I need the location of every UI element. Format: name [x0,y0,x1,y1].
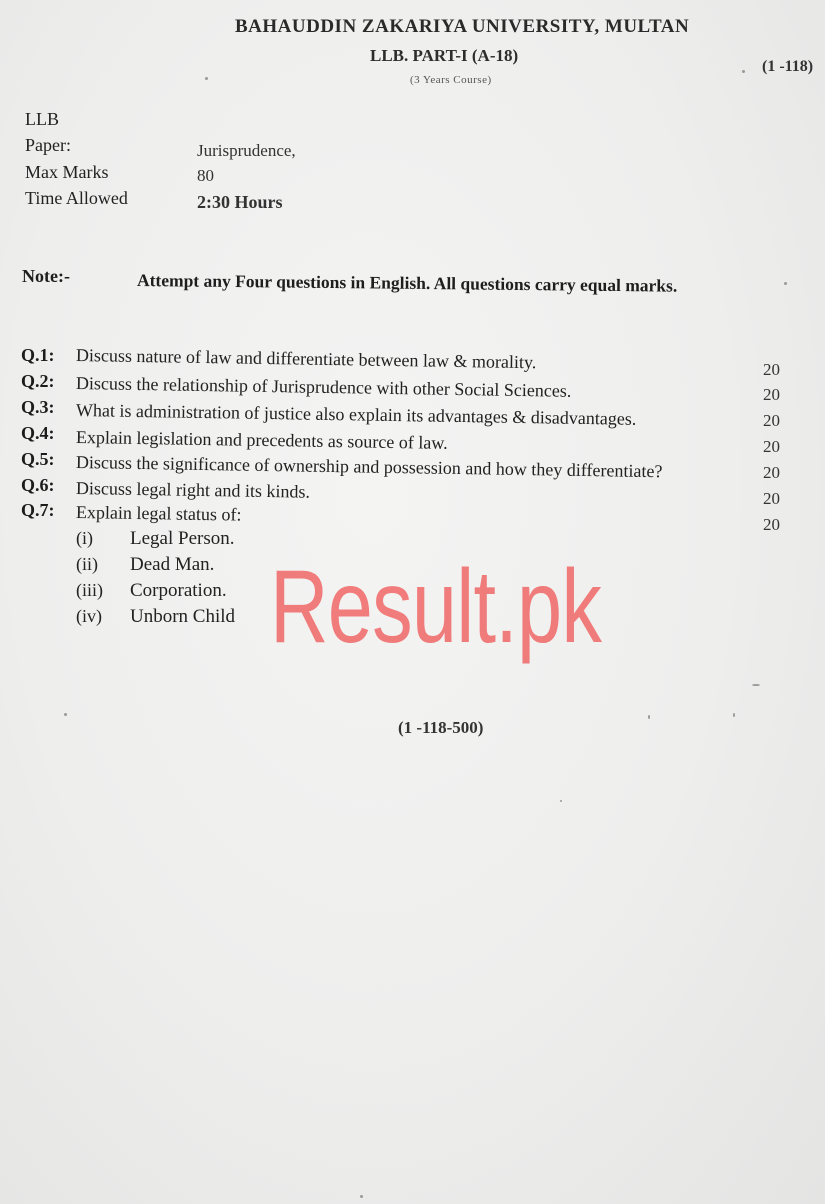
question-text: Explain legislation and precedents as source of law. [75,427,448,453]
program-label: LLB [25,109,59,129]
scan-speck [648,715,650,719]
question-number: Q.4: [21,423,55,443]
question-marks: 20 [763,463,780,482]
question-number: Q.2: [21,371,55,391]
note-label: Note:- [22,266,70,286]
question-text: Discuss the relationship of Jurisprudence with other Social Sciences. [75,373,572,401]
max-marks-label: Max Marks [25,162,109,182]
scan-speck [733,713,735,717]
question-marks: 20 [763,489,780,508]
result-pk-watermark: Result.pk [270,549,602,665]
paper-label: Paper: [25,135,71,155]
exam-subtitle: (3 Years Course) [410,74,492,86]
scan-speck [205,77,208,80]
university-title: BAHAUDDIN ZAKARIYA UNIVERSITY, MULTAN [235,16,690,37]
sub-item-text: Corporation. [130,580,227,601]
question-number: Q.5: [21,449,55,469]
scan-speck [752,684,760,686]
question-marks: 20 [763,385,780,404]
question-text: Discuss legal right and its kinds. [75,478,311,502]
paper-value: Jurisprudence, [197,141,296,160]
time-value: 2:30 Hours [197,192,283,212]
footer-code: (1 -118-500) [398,718,484,737]
scan-speck [784,282,787,285]
max-marks-value: 80 [197,166,214,185]
note-text: Attempt any Four questions in English. All questions carry equal marks. [136,270,678,296]
scan-speck [64,713,67,716]
sub-item-number: (i) [76,528,93,548]
paper-code: (1 -118) [762,58,814,75]
question-text: Explain legal status of: [75,502,242,525]
sub-item-number: (ii) [76,554,98,574]
question-text: Discuss nature of law and differentiate between law & morality. [75,345,537,373]
question-number: Q.6: [21,475,55,495]
scan-speck [560,800,562,802]
sub-item-text: Legal Person. [130,528,235,549]
scan-speck [360,1195,363,1198]
time-label: Time Allowed [25,188,128,208]
question-number: Q.1: [21,345,55,365]
question-number: Q.3: [21,397,55,417]
question-marks: 20 [763,437,780,456]
question-marks: 20 [763,411,780,430]
sub-item-number: (iii) [76,580,103,600]
scan-speck [742,70,745,73]
question-text: Discuss the significance of ownership and possession and how they differentiate? [75,452,663,482]
sub-item-text: Unborn Child [130,606,236,627]
sub-item-text: Dead Man. [130,554,215,575]
question-text: What is administration of justice also explain its advantages & disadvantages. [75,400,637,429]
question-marks: 20 [763,515,780,534]
exam-title: LLB. PART-I (A-18) [370,46,519,65]
question-number: Q.7: [21,500,55,520]
sub-item-number: (iv) [76,606,102,626]
question-marks: 20 [763,360,780,379]
